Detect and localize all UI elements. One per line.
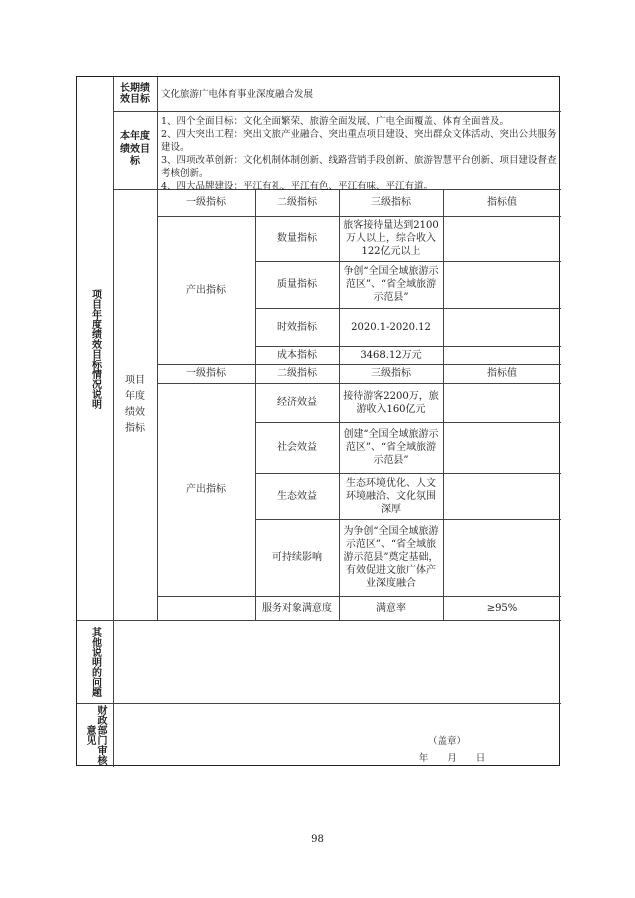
header-value: 指标值: [487, 368, 517, 379]
annual-goal-line: 2、四大突出工程：突出文旅产业融合、突出重点项目建设、突出群众文体活动、突出公共服务建设。: [161, 129, 557, 153]
header-level1: 一级指标: [186, 368, 226, 379]
effect-level3: 接待游客2200万，旅游收入160亿元: [343, 390, 439, 415]
finance-opinion-label: 财政部门审核意见: [84, 705, 106, 765]
header-level2: 二级指标: [277, 368, 317, 379]
output-level2: 成本指标: [277, 349, 317, 361]
date-line: 年 月 日: [418, 752, 486, 764]
output-level3: 3468.12万元: [360, 349, 422, 361]
long-term-goal-text: 文化旅游广电体育事业深度融合发展: [161, 88, 314, 100]
satisfaction-level2: 服务对象满意度: [262, 602, 332, 614]
effect-level2: 可持续影响: [272, 552, 322, 563]
header-level3: 三级指标: [371, 368, 411, 379]
effect-level3: 为争创“全国全域旅游示范区”、“省全域旅游示范县”奠定基础，有效促进文旅广体产业深度融合: [343, 526, 439, 589]
output-level2: 数量指标: [277, 233, 317, 244]
effect-level3: 创建“全国全域旅游示范区”、“省全域旅游示范县”: [343, 429, 439, 466]
output-level1: 产出指标: [186, 284, 226, 296]
header-value: 指标值: [487, 197, 517, 208]
seal-text: （盖章）: [427, 735, 466, 747]
long-term-goal-label: 长期绩效目标: [120, 82, 150, 105]
header-level2: 二级指标: [277, 197, 317, 208]
effect-level2: 社会效益: [277, 442, 317, 453]
annual-goal-line: 3、四项改革创新：文化机制体制创新、线路营销手段创新、旅游智慧平台创新、项目建设督查考核创新。: [161, 155, 557, 179]
output-level3: 旅客接待量达到2100万人以上，综合收入122亿元以上: [343, 220, 439, 257]
output-level2: 时效指标: [277, 321, 317, 333]
other-issues-label: 其他说明的问题: [89, 626, 101, 697]
effect-level2: 经济效益: [277, 397, 317, 408]
annual-goal-text: [161, 115, 558, 193]
output-level3: 争创“全国全域旅游示范区”、“省全域旅游示范县”: [343, 266, 439, 303]
header-level3: 三级指标: [371, 197, 411, 208]
header-level1: 一级指标: [186, 197, 226, 208]
effect-level1: 产出指标: [186, 484, 226, 495]
annual-goal-line: 4、四大品牌建设：平江有礼、平江有色、平江有味、平江有道。: [161, 181, 434, 192]
annual-goal-line: 1、四个全面目标：文化全面繁荣、旅游全面发展、广电全面覆盖、体育全面普及。: [161, 116, 510, 127]
satisfaction-level3: 满意率: [376, 602, 406, 614]
annual-goal-label: 本年度绩效目标: [120, 131, 150, 168]
annual-indicators-label: 项目年度绩效指标: [125, 374, 145, 434]
effect-level3: 生态环境优化、人文环境融洽、文化氛围深厚: [346, 477, 436, 515]
output-level3: 2020.1-2020.12: [351, 321, 431, 333]
page-number: 98: [311, 834, 324, 845]
effect-level2: 生态效益: [277, 490, 317, 502]
satisfaction-value: ≥95%: [486, 602, 518, 614]
project-status-label: 项目年度绩效目标情况说明: [89, 288, 101, 409]
performance-table: [76, 76, 560, 766]
output-level2: 质量指标: [277, 279, 317, 290]
